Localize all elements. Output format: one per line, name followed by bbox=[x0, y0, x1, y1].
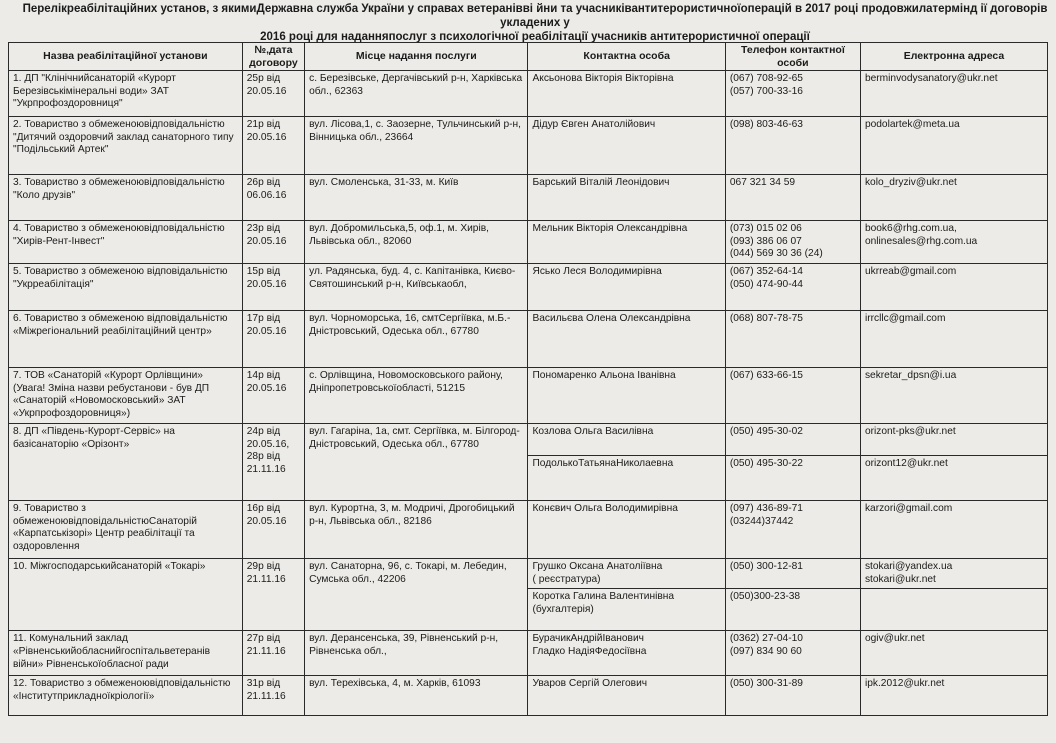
service-location bbox=[305, 71, 528, 117]
contact-person-line: Васильєва Олена Олександрівна bbox=[532, 313, 691, 325]
service-location-line: вул. Смоленська, 31-33, м. Київ bbox=[309, 177, 459, 189]
email-address bbox=[860, 676, 1047, 716]
institution-name-line: 1. ДП "Клінічнийсанаторій «Курорт Березівськімінеральні води» ЗАТ "Укрпрофоздоровниця" bbox=[13, 73, 176, 110]
email-address bbox=[860, 589, 1047, 631]
contract-number-date-line: 28р від 21.11.16 bbox=[246, 451, 286, 475]
contact-phone bbox=[725, 589, 860, 631]
email-address-line: onlinesales@rhg.com.ua bbox=[864, 235, 978, 247]
contact-phone-line: (050)300-23-38 bbox=[729, 591, 801, 603]
contact-person bbox=[528, 456, 725, 501]
service-location-line: вул. Дерансенська, 39, Рівненський р-н, Рівненська обл., bbox=[309, 633, 499, 657]
email-address bbox=[860, 311, 1047, 368]
institution-name bbox=[9, 71, 243, 117]
table-row bbox=[9, 221, 1048, 264]
contact-person bbox=[528, 589, 725, 631]
contact-phone-line: (097) 834 90 60 bbox=[729, 645, 802, 657]
institution-name-line: 4. Товариство з обмеженоювідповідальністю "Хирів-Рент-Інвест" bbox=[13, 223, 225, 247]
contact-person bbox=[528, 221, 725, 264]
contract-number-date bbox=[242, 424, 304, 501]
contact-person bbox=[528, 311, 725, 368]
email-address bbox=[860, 368, 1047, 424]
institution-name-line: 9. Товариство з обмеженоювідповідальністюСанаторій «Карпатськізорі» Центр реабілітації та оздоровлення bbox=[13, 503, 197, 552]
institution-name-line: 10. Міжгосподарськийсанаторій «Токарі» bbox=[13, 561, 206, 573]
title-line-2: 2016 році для наданняпослуг з психологічної реабілітації учасників антитерористичної операції bbox=[260, 31, 810, 43]
contact-phone-line: 067 321 34 59 bbox=[729, 177, 796, 189]
contact-phone-line: (050) 300-12-81 bbox=[729, 561, 803, 573]
contact-person-line: Грушко Оксана Анатоліївна bbox=[532, 561, 663, 573]
service-location-line: с. Орлівщина, Новомосковського району, Дніпропетровськоїобласті, 51215 bbox=[309, 370, 503, 394]
contact-phone bbox=[725, 368, 860, 424]
service-location bbox=[305, 221, 528, 264]
contact-phone-line: (050) 495-30-22 bbox=[729, 458, 803, 470]
header-contract: №,дата договору bbox=[242, 43, 304, 71]
institution-name-line: 6. Товариство з обмеженою відповідальністю «Міжрегіональний реабілітаційний центр» bbox=[13, 313, 228, 337]
contact-person-line: Коротка Галина Валентинівна bbox=[532, 591, 675, 603]
institution-name bbox=[9, 221, 243, 264]
email-address-line: kolo_dryziv@ukr.net bbox=[864, 177, 957, 189]
contract-number-date-line: 15р від 20.05.16 bbox=[246, 266, 287, 290]
service-location-line: ул. Радянська, буд. 4, с. Капітанівка, Києво-Святошинський р-н, Київськаобл, bbox=[309, 266, 516, 290]
contact-person-line: ПодолькоТатьянаНиколаевна bbox=[532, 458, 674, 470]
service-location-line: вул. Добромильська,5, оф.1, м. Хирів, Львівська обл., 82060 bbox=[309, 223, 489, 247]
contact-phone bbox=[725, 311, 860, 368]
contact-phone-line: (0362) 27-04-10 bbox=[729, 633, 803, 645]
service-location-line: вул. Лісова,1, с. Заозерне, Тульчинський р-н, Вінницька обл., 23664 bbox=[309, 119, 521, 143]
contact-person-line: Козлова Ольга Василівна bbox=[532, 426, 654, 438]
table-row bbox=[9, 631, 1048, 676]
table-row bbox=[9, 368, 1048, 424]
institution-name bbox=[9, 311, 243, 368]
email-address bbox=[860, 117, 1047, 175]
contact-phone-line: (067) 633-66-15 bbox=[729, 370, 803, 382]
email-address-line: sekretar_dpsn@i.ua bbox=[864, 370, 957, 382]
contact-phone bbox=[725, 631, 860, 676]
institution-name-line: 12. Товариство з обмеженоювідповідальністю «Інститутприкладноїкріології» bbox=[13, 678, 231, 702]
email-address-line: orizont12@ukr.net bbox=[864, 458, 948, 470]
service-location bbox=[305, 559, 528, 631]
contact-person-line: ( реєстратура) bbox=[532, 573, 601, 585]
contact-phone-line: (050) 300-31-89 bbox=[729, 678, 803, 690]
table-row bbox=[9, 71, 1048, 117]
email-address bbox=[860, 424, 1047, 456]
contract-number-date-line: 27р від 21.11.16 bbox=[246, 633, 286, 657]
contact-person bbox=[528, 559, 725, 589]
table-row bbox=[9, 311, 1048, 368]
table-row bbox=[9, 676, 1048, 716]
contract-number-date-line: 16р від 20.05.16 bbox=[246, 503, 287, 527]
header-contact: Контактна особа bbox=[528, 43, 725, 71]
table-row bbox=[9, 175, 1048, 221]
contact-phone bbox=[725, 221, 860, 264]
contact-person-line: Пономаренко Альона Іванівна bbox=[532, 370, 676, 382]
contact-phone-line: (057) 700-33-16 bbox=[729, 85, 803, 97]
email-address bbox=[860, 175, 1047, 221]
email-address-line: ukrreab@gmail.com bbox=[864, 266, 957, 278]
contact-person-line: Конєвич Ольга Володимирівна bbox=[532, 503, 678, 515]
institution-name-line: 8. ДП «Південь-Курорт-Сервіс» на базісанаторію «Орізонт» bbox=[13, 426, 175, 450]
institution-name bbox=[9, 424, 243, 501]
contact-phone-line: (068) 807-78-75 bbox=[729, 313, 803, 325]
contact-phone-line: (098) 803-46-63 bbox=[729, 119, 803, 131]
contact-person bbox=[528, 501, 725, 559]
contact-person-line: (бухгалтерія) bbox=[532, 603, 594, 615]
institution-name bbox=[9, 631, 243, 676]
contact-person bbox=[528, 71, 725, 117]
contact-phone bbox=[725, 501, 860, 559]
contact-phone-line: (067) 708-92-65 bbox=[729, 73, 803, 85]
institution-name-line: 11. Комунальний заклад «Рівненськийобласнийгоспітальветеранів війни» Рівненськоїобласної ради bbox=[13, 633, 211, 670]
contact-person bbox=[528, 368, 725, 424]
contract-number-date-line: 14р від 20.05.16 bbox=[246, 370, 287, 394]
service-location-line: вул. Гагаріна, 1а, смт. Сергіївка, м. Білгород-Дністровський, Одеська обл., 67780 bbox=[309, 426, 520, 450]
email-address bbox=[860, 264, 1047, 311]
contract-number-date-line: 24р від 20.05.16, bbox=[246, 426, 290, 450]
contact-person bbox=[528, 117, 725, 175]
contact-phone-line: (093) 386 06 07 bbox=[729, 235, 802, 247]
contact-person-line: Ясько Леся Володимирівна bbox=[532, 266, 662, 278]
contact-phone-line: (044) 569 30 36 (24) bbox=[729, 248, 823, 260]
institution-name bbox=[9, 676, 243, 716]
email-address-line: ipk.2012@ukr.net bbox=[864, 678, 945, 690]
contact-phone-line: (03244)37442 bbox=[729, 515, 794, 527]
email-address-line: podolartek@meta.ua bbox=[864, 119, 960, 131]
service-location bbox=[305, 676, 528, 716]
email-address-line: book6@rhg.com.ua, bbox=[864, 223, 957, 235]
email-address-line: ogiv@ukr.net bbox=[864, 633, 925, 645]
table-row bbox=[9, 424, 1048, 456]
email-address bbox=[860, 501, 1047, 559]
contract-number-date bbox=[242, 501, 304, 559]
header-phone: Телефон контактної особи bbox=[725, 43, 860, 71]
contact-phone bbox=[725, 424, 860, 456]
email-address bbox=[860, 631, 1047, 676]
contract-number-date-line: 17р від 20.05.16 bbox=[246, 313, 287, 337]
service-location bbox=[305, 175, 528, 221]
contract-number-date-line: 21р від 20.05.16 bbox=[246, 119, 287, 143]
email-address-line: irrcllc@gmail.com bbox=[864, 313, 946, 325]
header-place: Місце надання послуги bbox=[305, 43, 528, 71]
contract-number-date-line: 29р від 21.11.16 bbox=[246, 561, 286, 585]
service-location bbox=[305, 424, 528, 501]
contract-number-date bbox=[242, 676, 304, 716]
service-location-line: вул. Курортна, 3, м. Модричі, Дрогобицький р-н, Львівська обл., 82186 bbox=[309, 503, 515, 527]
institution-name-line: 5. Товариство з обмеженою відповідальністю "Укрреабілітація" bbox=[13, 266, 228, 290]
institution-name bbox=[9, 175, 243, 221]
contact-phone-line: (050) 474-90-44 bbox=[729, 278, 803, 290]
email-address bbox=[860, 456, 1047, 501]
email-address bbox=[860, 559, 1047, 589]
contact-person-line: БурачикАндрійІванович bbox=[532, 633, 644, 645]
contact-person-line: Уваров Сергій Олегович bbox=[532, 678, 648, 690]
service-location-line: вул. Чорноморська, 16, смтСергіївка, м.Б.-Дністровський, Одеська обл., 67780 bbox=[309, 313, 511, 337]
contact-phone bbox=[725, 264, 860, 311]
contract-number-date bbox=[242, 71, 304, 117]
title-line-1: Перелікреабілітаційних установ, з якимиДержавна служба України у справах ветеранівві йни та учасниківантитерористичноїоперацій в 2017 році продовжилатермінд ії договорів укладених у bbox=[22, 3, 1048, 29]
institution-name bbox=[9, 117, 243, 175]
header-email: Електронна адреса bbox=[860, 43, 1047, 71]
institution-name bbox=[9, 368, 243, 424]
contract-number-date bbox=[242, 311, 304, 368]
contact-person bbox=[528, 175, 725, 221]
contact-phone-line: (067) 352-64-14 bbox=[729, 266, 803, 278]
email-address-line: orizont-pks@ukr.net bbox=[864, 426, 956, 438]
contract-number-date-line: 31р від 21.11.16 bbox=[246, 678, 286, 702]
contact-phone bbox=[725, 117, 860, 175]
contract-number-date bbox=[242, 117, 304, 175]
table-row bbox=[9, 559, 1048, 589]
header-name: Назва реабілітаційної установи bbox=[9, 43, 243, 71]
institution-name bbox=[9, 559, 243, 631]
service-location bbox=[305, 501, 528, 559]
table-header-row bbox=[9, 43, 1048, 71]
service-location bbox=[305, 631, 528, 676]
contact-person bbox=[528, 424, 725, 456]
contact-person-line: Мельник Вікторія Олександрівна bbox=[532, 223, 688, 235]
service-location-line: вул. Терехівська, 4, м. Харків, 61093 bbox=[309, 678, 481, 690]
table-row bbox=[9, 117, 1048, 175]
service-location bbox=[305, 117, 528, 175]
institution-name-line: 3. Товариство з обмеженоювідповідальністю "Коло друзів" bbox=[13, 177, 225, 201]
contact-phone bbox=[725, 456, 860, 501]
contact-person-line: Дідур Євген Анатолійович bbox=[532, 119, 656, 131]
contact-phone-line: (097) 436-89-71 bbox=[729, 503, 803, 515]
contact-phone-line: (073) 015 02 06 bbox=[729, 223, 802, 235]
contract-number-date-line: 26р від 06.06.16 bbox=[246, 177, 287, 201]
service-location bbox=[305, 311, 528, 368]
email-address-line: berminvodysanatory@ukr.net bbox=[864, 73, 998, 85]
contract-number-date-line: 25р від 20.05.16 bbox=[246, 73, 287, 97]
contract-number-date-line: 23р від 20.05.16 bbox=[246, 223, 287, 247]
email-address-line: karzori@gmail.com bbox=[864, 503, 953, 515]
contact-person bbox=[528, 264, 725, 311]
contract-number-date bbox=[242, 559, 304, 631]
contract-number-date bbox=[242, 264, 304, 311]
service-location-line: вул. Санаторна, 96, с. Токарі, м. Лебедин, Сумська обл., 42206 bbox=[309, 561, 507, 585]
contact-person bbox=[528, 676, 725, 716]
institution-name-line: 7. ТОВ «Санаторій «Курорт Орлівщини» (Увага! Зміна назви ребустанови - був ДП «Санаторій «Новомосковський» ЗАТ «Укрпрофоздоровниця») bbox=[13, 370, 210, 419]
contact-phone bbox=[725, 676, 860, 716]
contact-phone bbox=[725, 71, 860, 117]
contact-phone bbox=[725, 175, 860, 221]
contact-person bbox=[528, 631, 725, 676]
contact-person-line: Барський Віталій Леонідович bbox=[532, 177, 670, 189]
rehab-institutions-table bbox=[8, 42, 1048, 716]
contact-person-line: Гладко НадіяФедосіївна bbox=[532, 645, 647, 657]
contract-number-date bbox=[242, 631, 304, 676]
contract-number-date bbox=[242, 221, 304, 264]
institution-name bbox=[9, 264, 243, 311]
contract-number-date bbox=[242, 368, 304, 424]
service-location-line: с. Березівське, Дергачівський р-н, Харківська обл., 62363 bbox=[309, 73, 523, 97]
institution-name bbox=[9, 501, 243, 559]
email-address-line: stokari@ukr.net bbox=[864, 573, 936, 585]
email-address bbox=[860, 71, 1047, 117]
contract-number-date bbox=[242, 175, 304, 221]
contact-person-line: Аксьонова Вікторія Вікторівна bbox=[532, 73, 674, 85]
email-address-line: stokari@yandex.ua bbox=[864, 561, 953, 573]
table-row bbox=[9, 501, 1048, 559]
service-location bbox=[305, 264, 528, 311]
email-address bbox=[860, 221, 1047, 264]
contact-phone-line: (050) 495-30-02 bbox=[729, 426, 803, 438]
service-location bbox=[305, 368, 528, 424]
institution-name-line: 2. Товариство з обмеженоювідповідальністю "Дитячий оздоровчий заклад санаторного типу "Подільський Артек" bbox=[13, 119, 234, 156]
contact-phone bbox=[725, 559, 860, 589]
table-row bbox=[9, 264, 1048, 311]
document-title bbox=[20, 2, 1050, 44]
